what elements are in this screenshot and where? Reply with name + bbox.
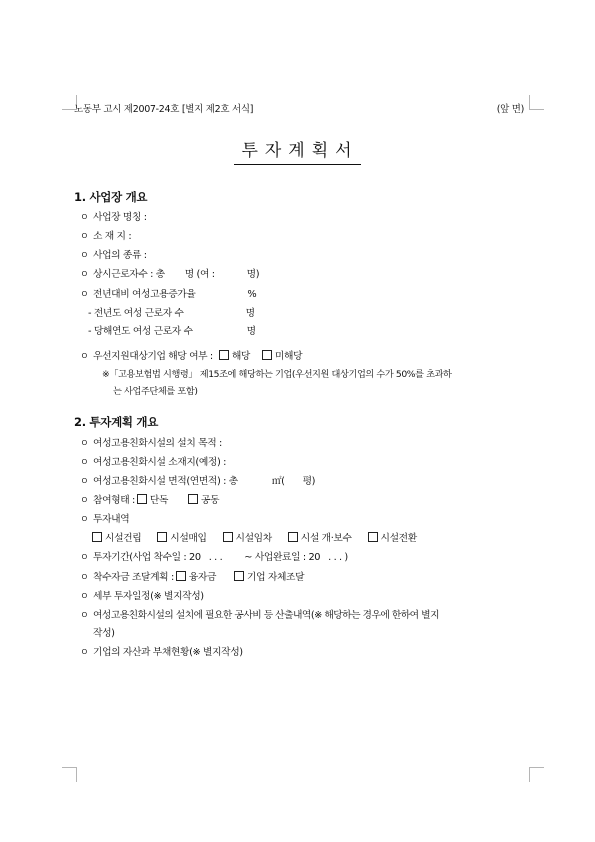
bullet-icon: ㅇ — [80, 213, 89, 223]
label-loan: 융자금 — [188, 572, 217, 583]
checkbox-not-applicable[interactable] — [262, 350, 272, 360]
checkbox-single[interactable] — [137, 494, 147, 504]
label-build: 시설건립 — [105, 533, 142, 544]
note-line-1: ※「고용보험법 시행령」 제15조에 해당하는 기업(우선지원 대상기업의 수가 50%를 초과하 — [102, 369, 452, 380]
form-header — [74, 101, 524, 115]
bullet-icon: ㅇ — [80, 573, 89, 583]
bullet-icon: ㅇ — [80, 270, 89, 280]
bullet-icon: ㅇ — [80, 648, 89, 658]
row-purpose — [80, 435, 222, 449]
checkbox-loan[interactable] — [176, 571, 186, 581]
bullet-icon: ㅇ — [80, 592, 89, 602]
row-investment-period — [80, 549, 348, 563]
label-location: 소 재 지 : — [93, 231, 132, 242]
bullet-icon: ㅇ — [80, 553, 89, 563]
label-period-start-dots: . . . — [208, 552, 223, 563]
label-repair: 시설 개·보수 — [300, 533, 352, 544]
label-joint: 공동 — [201, 495, 220, 506]
label-assets: 기업의 자산과 부채현황(※ 별지작성) — [93, 647, 243, 658]
section-1-heading: 1. 사업장 개요 — [74, 190, 148, 204]
row-funding — [80, 569, 304, 583]
crop-mark-bottom-left — [62, 767, 77, 782]
label-period-start: 투자기간(사업 착수일 : 20 — [93, 552, 201, 563]
row-business-type — [80, 247, 147, 261]
label-purpose: 여성고용친화시설의 설치 목적 : — [93, 438, 222, 449]
checkbox-rent[interactable] — [223, 532, 233, 542]
row-prev-year-women — [88, 305, 255, 319]
label-site: 여성고용친화시설 소재지(예정) : — [93, 457, 227, 468]
bullet-icon: ㅇ — [80, 439, 89, 449]
document-title-wrap — [0, 136, 595, 165]
label-area-pyeong: 평) — [302, 476, 316, 487]
label-prev-year-unit: 명 — [245, 308, 255, 319]
checkbox-self-funding[interactable] — [234, 571, 244, 581]
row-assets — [80, 644, 243, 658]
row-site — [80, 454, 226, 468]
bullet-icon: ㅇ — [80, 515, 89, 525]
label-single: 단독 — [149, 495, 169, 506]
row-priority-support — [80, 348, 302, 362]
checkbox-repair[interactable] — [288, 532, 298, 542]
label-applicable: 해당 — [231, 351, 250, 362]
bullet-icon: ㅇ — [80, 290, 89, 300]
checkbox-convert[interactable] — [368, 532, 378, 542]
bullet-icon: ㅇ — [80, 496, 89, 506]
crop-mark-top-right — [529, 95, 544, 110]
bullet-icon: ㅇ — [80, 251, 89, 261]
row-investment-details — [80, 511, 129, 525]
label-priority-support: 우선지원대상기업 해당 여부 : — [93, 351, 213, 362]
section-2-heading: 2. 투자계획 개요 — [74, 415, 159, 429]
checkbox-build[interactable] — [92, 532, 102, 542]
row-cost-breakdown-cont: 작성) — [93, 628, 115, 639]
row-business-name — [80, 209, 147, 223]
form-reference: 노동부 고시 제2007-24호 [별지 제2호 서식] — [74, 104, 254, 115]
label-schedule: 세부 투자일정(※ 별지작성) — [93, 591, 204, 602]
note-line-2: 는 사업주단체를 포함) — [113, 386, 198, 397]
bullet-icon: ㅇ — [80, 458, 89, 468]
row-schedule — [80, 588, 204, 602]
bullet-icon: ㅇ — [80, 232, 89, 242]
label-workers-total: 상시근로자수 : 총 — [93, 269, 165, 280]
label-workers-close: 명) — [246, 269, 260, 280]
document-title: 투자계획서 — [234, 136, 360, 165]
label-cost-breakdown: 여성고용친화시설의 설치에 필요한 공사비 등 산출내역(※ 해당하는 경우에 한하여 별지 — [93, 610, 439, 621]
label-investment-details: 투자내역 — [93, 514, 130, 525]
label-business-type: 사업의 종류 : — [93, 250, 147, 261]
label-buy: 시설매입 — [170, 533, 207, 544]
label-business-name: 사업장 명칭 : — [93, 212, 147, 223]
row-area — [80, 473, 315, 487]
row-location — [80, 228, 131, 242]
label-rent: 시설임차 — [235, 533, 272, 544]
row-participation — [80, 492, 219, 506]
row-investment-options — [90, 530, 417, 544]
label-percent: % — [247, 289, 257, 300]
checkbox-applicable[interactable] — [219, 350, 229, 360]
bullet-icon: ㅇ — [80, 477, 89, 487]
label-period-end: ~ 사업완료일 : 20 — [244, 552, 321, 563]
row-cost-breakdown — [80, 607, 439, 621]
label-period-end-dots: . . . ) — [328, 552, 348, 563]
label-not-applicable: 미해당 — [274, 351, 303, 362]
label-area: 여성고용친화시설 면적(연면적) : 총 — [93, 476, 238, 487]
label-workers-women: 명 (여 : — [184, 269, 215, 280]
label-prev-year-women: - 전년도 여성 근로자 수 — [88, 308, 184, 319]
label-self-funding: 기업 자체조달 — [247, 572, 305, 583]
label-curr-year-unit: 명 — [246, 326, 256, 337]
row-curr-year-women — [88, 323, 256, 337]
bullet-icon: ㅇ — [80, 352, 89, 362]
label-convert: 시설전환 — [380, 533, 417, 544]
checkbox-joint[interactable] — [188, 494, 198, 504]
crop-mark-bottom-right — [529, 767, 544, 782]
label-funding: 착수자금 조달계획 : — [93, 572, 174, 583]
bullet-icon: ㅇ — [80, 611, 89, 621]
checkbox-buy[interactable] — [157, 532, 167, 542]
label-participation: 참여형태 : — [93, 495, 135, 506]
row-female-increase — [80, 286, 256, 300]
label-curr-year-women: - 당해연도 여성 근로자 수 — [88, 326, 193, 337]
page-side-label: (앞 면) — [496, 104, 524, 115]
row-workers — [80, 266, 259, 280]
label-female-increase: 전년대비 여성고용증가율 — [93, 289, 196, 300]
label-area-m2: ㎡( — [271, 476, 285, 487]
